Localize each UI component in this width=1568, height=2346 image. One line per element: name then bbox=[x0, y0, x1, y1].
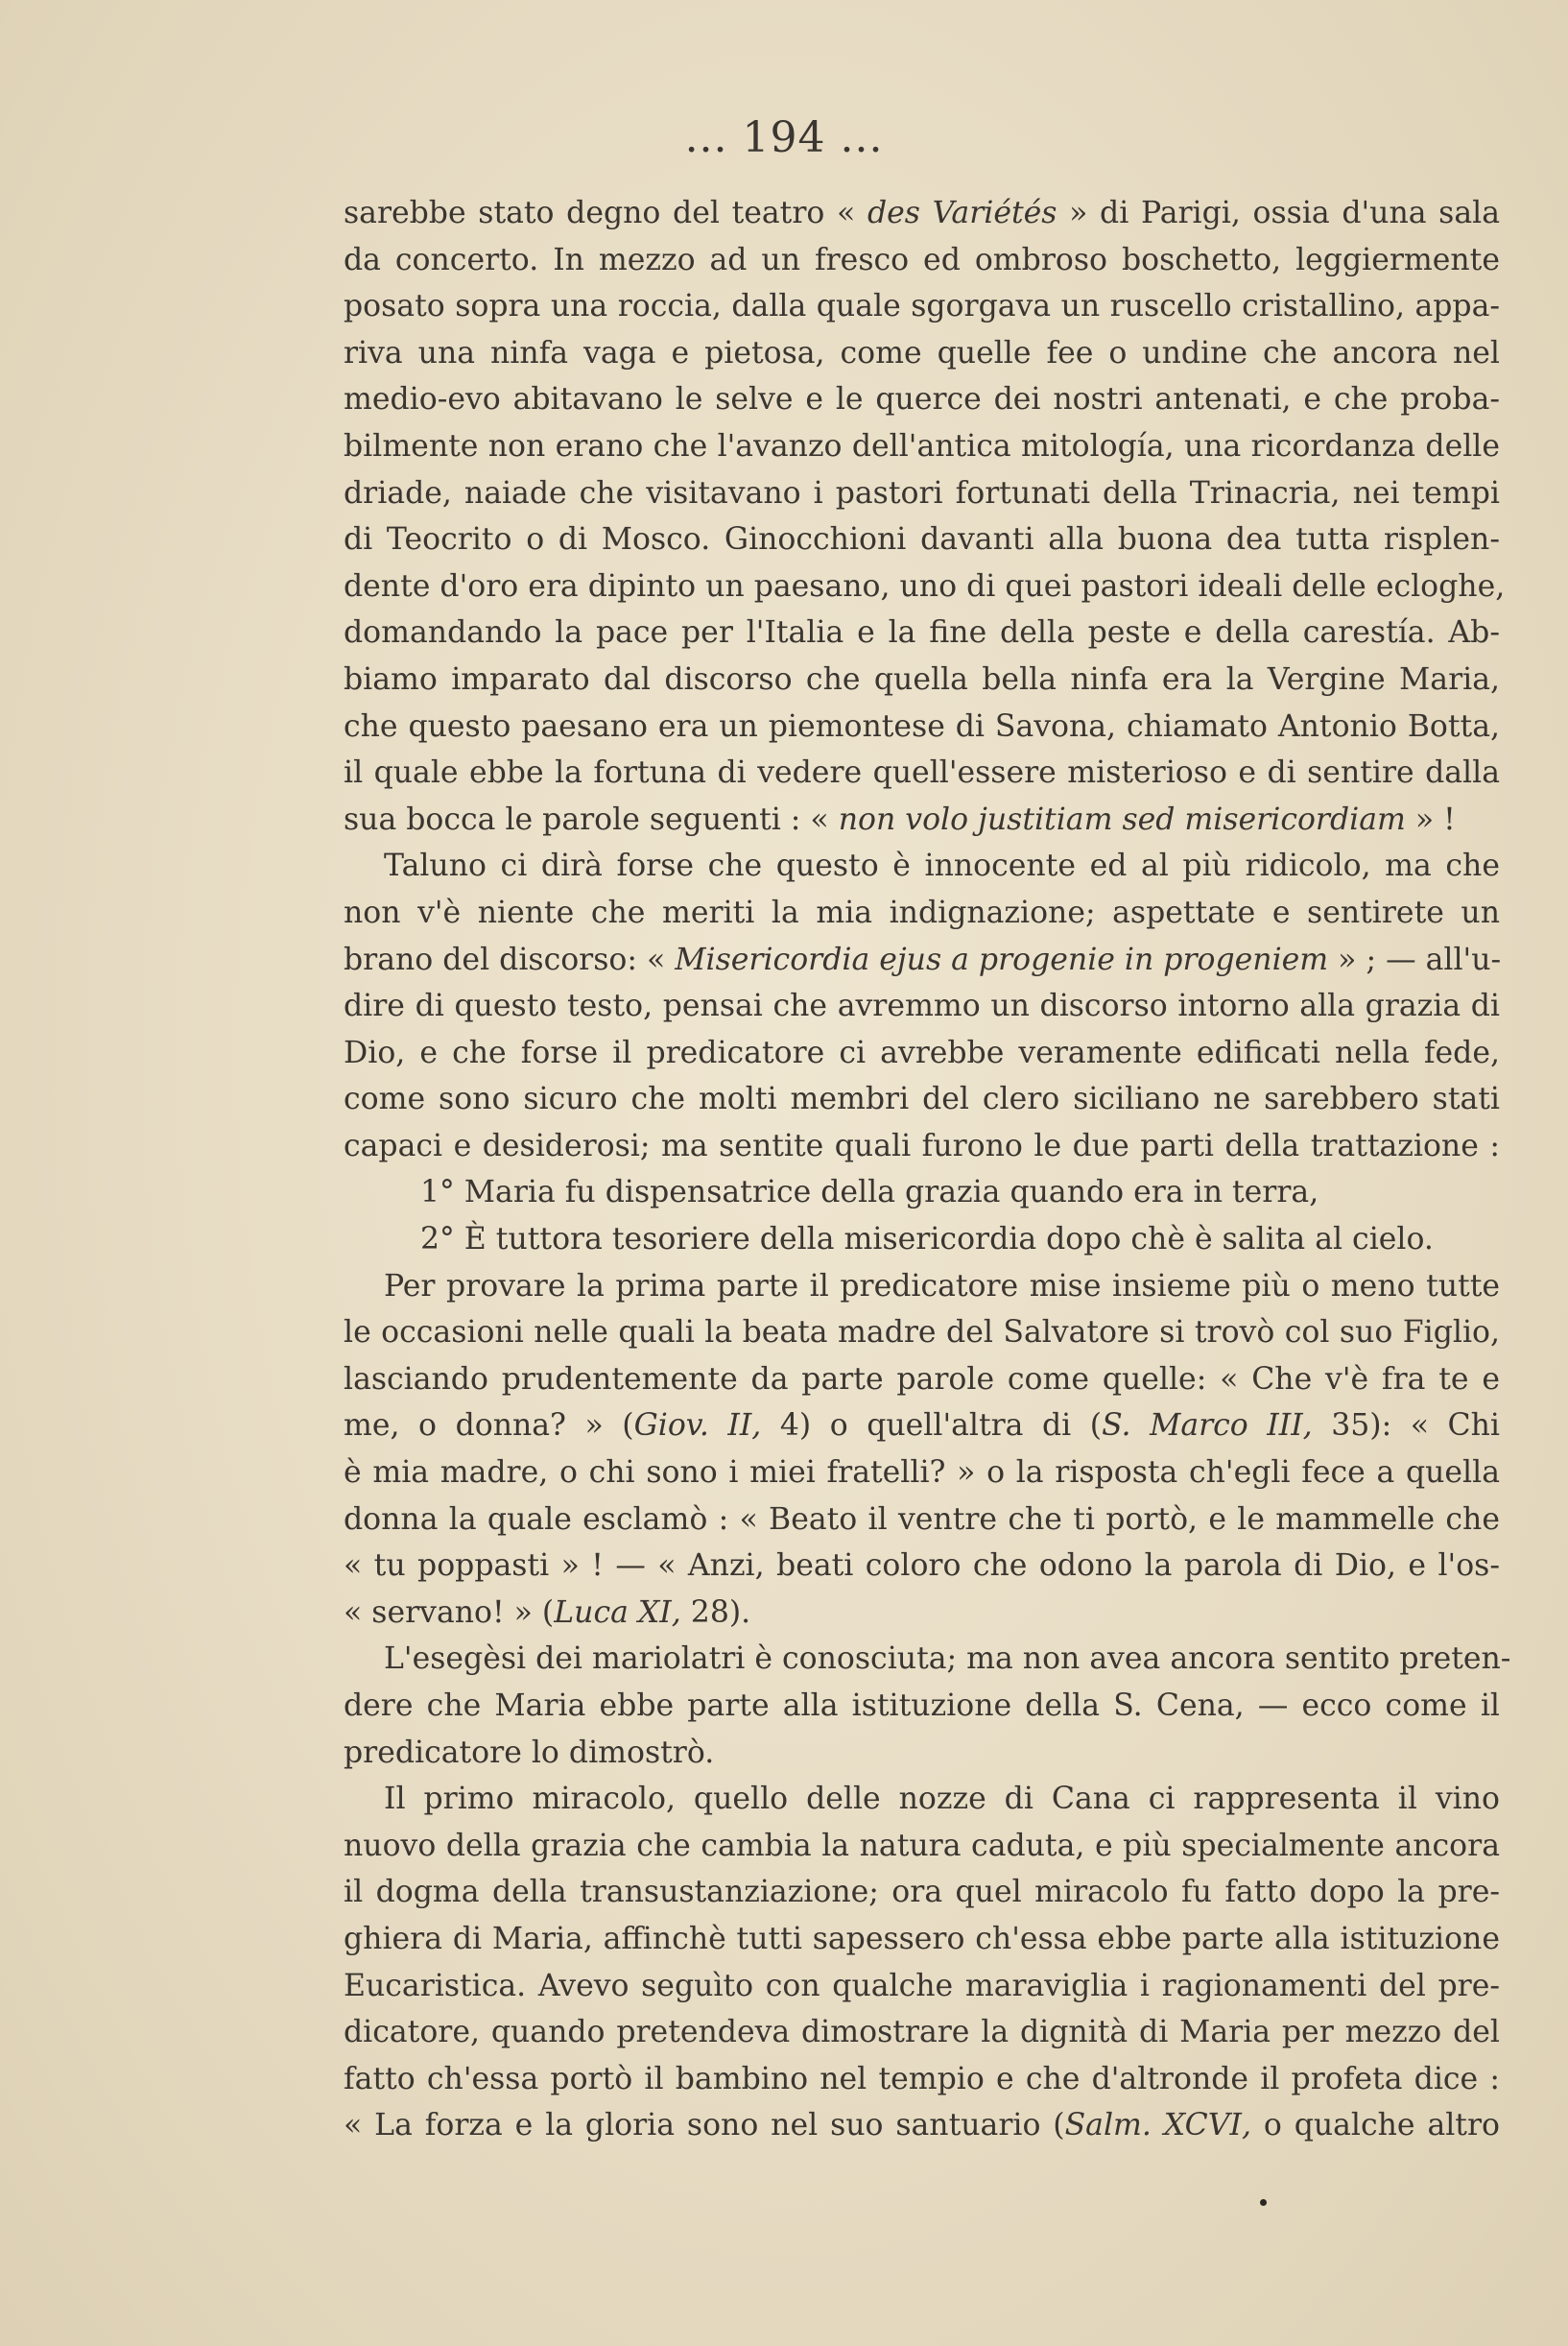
text-run: nuovo della grazia che cambia la natura caduta, e più specialmente ancora bbox=[344, 1828, 1500, 1863]
text-line bbox=[344, 797, 1500, 844]
text-run: » di Parigi, ossia d'una sala bbox=[1057, 196, 1500, 230]
text-line bbox=[344, 1309, 1500, 1356]
text-line bbox=[344, 1916, 1500, 1963]
text-line bbox=[344, 937, 1500, 984]
text-line bbox=[344, 283, 1500, 330]
text-line bbox=[344, 843, 1500, 890]
text-line bbox=[344, 2009, 1500, 2056]
text-line bbox=[344, 1216, 1500, 1263]
italic-text: Giov. II, bbox=[633, 1408, 762, 1444]
text-line bbox=[344, 1823, 1500, 1870]
italic-text: non volo justitiam sed misericordiam bbox=[838, 802, 1406, 837]
text-line bbox=[344, 1590, 1500, 1637]
text-line bbox=[344, 1869, 1500, 1916]
text-run: posato sopra una roccia, dalla quale sgorgava un ruscello cristallino, appa- bbox=[344, 289, 1500, 324]
body-text bbox=[344, 190, 1511, 2149]
text-run: 1° Maria fu dispensatrice della grazia quando era in terra, bbox=[420, 1175, 1319, 1210]
text-run: o qualche altro bbox=[1250, 2108, 1500, 2143]
text-line bbox=[344, 2102, 1500, 2149]
text-run: « tu poppasti » ! — « Anzi, beati coloro che odono la parola di Dio, e l'os- bbox=[344, 1548, 1500, 1584]
text-line bbox=[344, 1169, 1500, 1216]
text-run: è mia madre, o chi sono i miei fratelli? » o la risposta ch'egli fece a quella bbox=[344, 1455, 1500, 1491]
text-line bbox=[344, 1776, 1500, 1823]
text-run: 28). bbox=[680, 1594, 751, 1630]
text-line bbox=[344, 1402, 1500, 1449]
text-line bbox=[344, 1449, 1500, 1496]
text-line bbox=[344, 237, 1500, 284]
text-line bbox=[344, 1683, 1500, 1730]
text-line bbox=[344, 563, 1506, 610]
italic-text: Misericordia ejus a progenie in progeniem bbox=[675, 942, 1329, 977]
text-run: non v'è niente che meriti la mia indignazione; aspettate e sentirete un bbox=[344, 895, 1500, 930]
text-line bbox=[344, 2056, 1500, 2103]
text-run: biamo imparato dal discorso che quella bella ninfa era la Vergine Maria, bbox=[344, 661, 1500, 697]
text-line bbox=[344, 704, 1500, 751]
text-line bbox=[344, 1076, 1500, 1123]
text-run: Dio, e che forse il predicatore ci avrebbe veramente edificati nella fede, bbox=[344, 1035, 1500, 1070]
italic-text: Salm. XCVI, bbox=[1064, 2108, 1251, 2143]
text-run: che questo paesano era un piemontese di Savona, chiamato Antonio Botta, bbox=[344, 708, 1500, 744]
text-line bbox=[344, 1030, 1500, 1077]
text-run: medio-evo abitavano le selve e le querce dei nostri antenati, e che proba- bbox=[344, 382, 1500, 418]
italic-text: des Variétés bbox=[867, 196, 1057, 230]
text-line bbox=[344, 890, 1500, 937]
text-run: Taluno ci dirà forse che questo è innocente ed al più ridicolo, ma che bbox=[384, 849, 1500, 884]
text-line bbox=[344, 1263, 1500, 1310]
text-line bbox=[344, 1963, 1500, 2010]
text-run: fatto ch'essa portò il bambino nel tempio e che d'altronde il profeta dice : bbox=[344, 2061, 1500, 2096]
text-run: ghiera di Maria, affinchè tutti sapessero ch'essa ebbe parte alla istituzione bbox=[344, 1921, 1500, 1956]
text-run: di Teocrito o di Mosco. Ginocchioni davanti alla buona dea tutta risplen- bbox=[344, 522, 1500, 558]
text-run: Il primo miracolo, quello delle nozze di Cana ci rappresenta il vino bbox=[384, 1782, 1500, 1817]
text-line bbox=[344, 1543, 1500, 1590]
text-line bbox=[344, 1496, 1500, 1544]
text-line bbox=[344, 983, 1500, 1030]
text-line bbox=[344, 190, 1500, 237]
text-line bbox=[344, 610, 1500, 657]
text-run: » ; — all'u- bbox=[1328, 942, 1502, 977]
text-line bbox=[344, 470, 1500, 517]
text-run: dente d'oro era dipinto un paesano, uno di quei pastori ideali delle ecloghe, bbox=[344, 568, 1506, 604]
text-line bbox=[344, 376, 1500, 423]
text-run: predicatore lo dimostrò. bbox=[344, 1735, 715, 1770]
text-line bbox=[344, 750, 1500, 797]
text-run: » ! bbox=[1405, 802, 1456, 837]
text-run: sarebbe stato degno del teatro « bbox=[344, 196, 867, 230]
text-run: me, o donna? » ( bbox=[344, 1408, 634, 1444]
text-run: Eucaristica. Avevo seguìto con qualche maraviglia i ragionamenti del pre- bbox=[344, 1968, 1500, 2003]
ink-speck bbox=[1260, 2199, 1267, 2206]
text-line bbox=[344, 1636, 1511, 1683]
text-line bbox=[344, 330, 1500, 377]
text-line bbox=[344, 1123, 1500, 1170]
text-run: « La forza e la gloria sono nel suo santuario ( bbox=[344, 2108, 1065, 2143]
text-run: 35): « Chi bbox=[1312, 1408, 1500, 1444]
text-run: il quale ebbe la fortuna di vedere quell'essere misterioso e di sentire dalla bbox=[344, 755, 1500, 791]
text-run: bilmente non erano che l'avanzo dell'antica mitología, una ricordanza delle bbox=[344, 428, 1500, 464]
text-run: donna la quale esclamò : « Beato il ventre che ti portò, e le mammelle che bbox=[344, 1501, 1500, 1537]
text-run: driade, naiade che visitavano i pastori fortunati della Trinacria, nei tempi bbox=[344, 475, 1500, 511]
text-run: sua bocca le parole seguenti : « bbox=[344, 802, 839, 837]
text-run: brano del discorso: « bbox=[344, 942, 676, 977]
text-run: da concerto. In mezzo ad un fresco ed ombroso boschetto, leggiermente bbox=[344, 242, 1500, 277]
italic-text: S. Marco III, bbox=[1102, 1408, 1313, 1444]
text-run: « servano! » ( bbox=[344, 1594, 555, 1630]
text-run: le occasioni nelle quali la beata madre del Salvatore si trovò col suo Figlio, bbox=[344, 1315, 1500, 1351]
text-run: Per provare la prima parte il predicatore mise insieme più o meno tutte bbox=[384, 1268, 1500, 1304]
text-line bbox=[344, 657, 1500, 704]
text-run: 4) o quell'altra di ( bbox=[761, 1408, 1103, 1444]
text-run: lasciando prudentemente da parte parole come quelle: « Che v'è fra te e bbox=[344, 1361, 1500, 1397]
text-run: dicatore, quando pretendeva dimostrare la dignità di Maria per mezzo del bbox=[344, 2015, 1500, 2050]
text-run: il dogma della transustanziazione; ora quel miracolo fu fatto dopo la pre- bbox=[344, 1875, 1500, 1910]
text-run: L'esegèsi dei mariolatri è conosciuta; ma non avea ancora sentito preten- bbox=[384, 1641, 1511, 1677]
text-line bbox=[344, 516, 1500, 563]
text-run: dere che Maria ebbe parte alla istituzione della S. Cena, — ecco come il bbox=[344, 1688, 1500, 1723]
text-run: riva una ninfa vaga e pietosa, come quelle fee o undine che ancora nel bbox=[344, 335, 1500, 371]
text-run: capaci e desiderosi; ma sentite quali furono le due parti della trattazione : bbox=[344, 1128, 1500, 1163]
text-line bbox=[344, 423, 1500, 470]
text-run: come sono sicuro che molti membri del clero siciliano ne sarebbero stati bbox=[344, 1082, 1500, 1117]
italic-text: Luca XI, bbox=[554, 1594, 681, 1630]
text-run: domandando la pace per l'Italia e la fine della peste e della carestía. Ab- bbox=[344, 615, 1500, 651]
page-number: ... 194 ... bbox=[684, 113, 884, 162]
text-run: 2° È tuttora tesoriere della misericordia dopo chè è salita al cielo. bbox=[420, 1222, 1434, 1257]
text-line bbox=[344, 1356, 1500, 1403]
text-line bbox=[344, 1730, 1500, 1777]
text-run: dire di questo testo, pensai che avremmo un discorso intorno alla grazia di bbox=[344, 989, 1500, 1024]
